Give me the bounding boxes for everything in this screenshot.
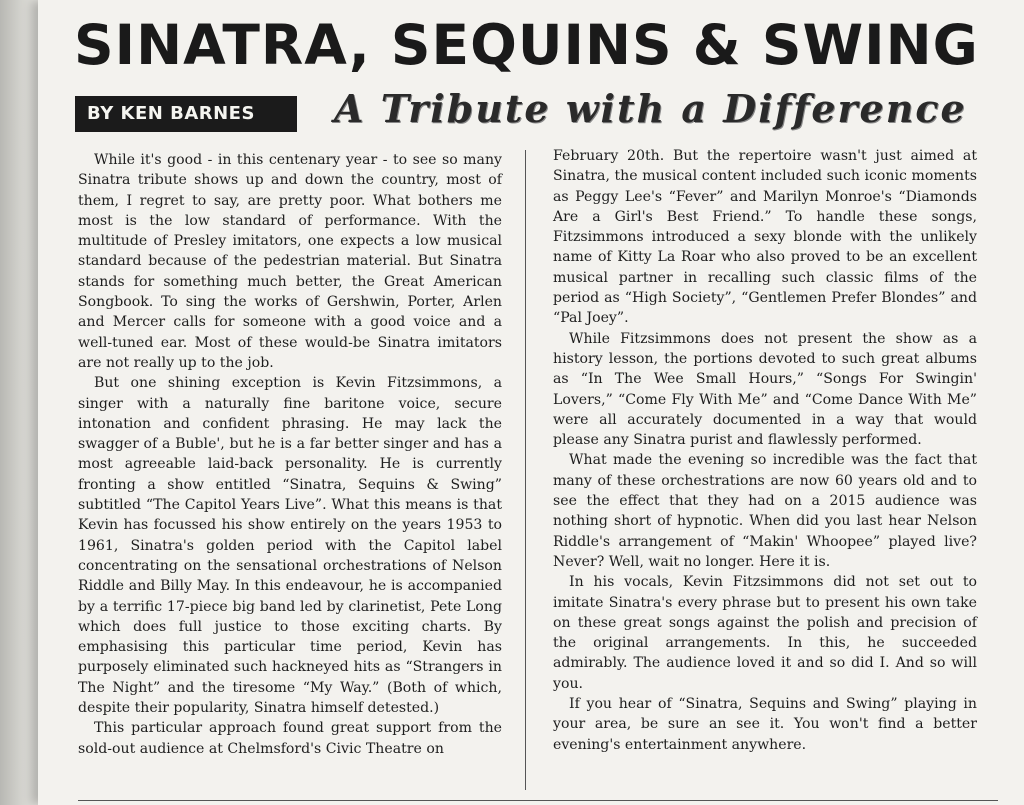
article-subhead: A Tribute with a Difference bbox=[334, 86, 967, 131]
article-headline: SINATRA, SEQUINS & SWING bbox=[74, 13, 979, 77]
byline-badge: BY KEN BARNES bbox=[75, 96, 297, 132]
paragraph: But one shining exception is Kevin Fitzsimmons, a singer with a naturally fine baritone voice, secure intonation and confident phrasing. He may lack the swagger of a Buble', but he is a far better singer and has a most agreeable laid-back personality. He is currently fronting a show entitled “Sinatra, Sequins & Swing” subtitled “The Capitol Years Live”. What this means is that Kevin has focussed his show entirely on the years 1953 to 1961, Sinatra's golden period with the Capitol label concentrating on the sensational orchestrations of Nelson Riddle and Billy May. In this endeavour, he is accompanied by a terrific 17-piece big band led by clarinetist, Pete Long which does full justice to those exciting charts. By emphasising this particular time period, Kevin has purposely eliminated such hackneyed hits as “Strangers in The Night” and the tiresome “My Way.” (Both of which, despite their popularity, Sinatra himself detested.) bbox=[78, 375, 502, 717]
article-column-right bbox=[553, 146, 977, 755]
article-column-left bbox=[78, 150, 502, 759]
page-gutter bbox=[0, 0, 38, 805]
paragraph: What made the evening so incredible was the fact that many of these orchestrations are now 60 years old and to see the effect that they had on a 2015 audience was nothing short of hypnotic. When did you last hear Nelson Riddle's arrangement of “Makin' Whoopee” played live? Never? Well, wait no longer. Here it is. bbox=[553, 452, 977, 570]
magazine-page bbox=[38, 0, 1024, 805]
paragraph: While Fitzsimmons does not present the show as a history lesson, the portions devoted to such great albums as “In The Wee Small Hours,” “Songs For Swingin' Lovers,” “Come Fly With Me” and “Come Dance With Me” were all accurately documented in a way that would please any Sinatra purist and flawlessly performed. bbox=[553, 330, 977, 449]
paragraph: If you hear of “Sinatra, Sequins and Swing” playing in your area, be sure an see it. You won't find a better evening's entertainment anywhere. bbox=[553, 696, 977, 753]
column-divider bbox=[525, 150, 526, 790]
bottom-divider bbox=[78, 800, 998, 801]
paragraph: In his vocals, Kevin Fitzsimmons did not set out to imitate Sinatra's every phrase but to present his own take on these great songs against the polish and precision of the original arrangements. In this, he succeeded admirably. The audience loved it and so did I. And so will you. bbox=[553, 574, 977, 692]
paragraph-continued: February 20th. But the repertoire wasn't just aimed at Sinatra, the musical content included such iconic moments as Peggy Lee's “Fever” and Marilyn Monroe's “Diamonds Are a Girl's Best Friend.” To handle these songs, Fitzsimmons introduced a sexy blonde with the unlikely name of Kitty La Roar who also proved to be an excellent musical partner in recalling such classic films of the period as “High Society”, “Gentlemen Prefer Blondes” and “Pal Joey”. bbox=[553, 148, 977, 327]
paragraph: This particular approach found great support from the sold-out audience at Chelmsford's Civic Theatre on bbox=[78, 720, 502, 757]
paragraph: While it's good - in this centenary year - to see so many Sinatra tribute shows up and down the country, most of them, I regret to say, are pretty poor. What bothers me most is the low standard of performance. With the multitude of Presley imitators, one expects a low musical standard because of the pedestrian material. But Sinatra stands for something much better, the Great American Songbook. To sing the works of Gershwin, Porter, Arlen and Mercer calls for someone with a good voice and a well-tuned ear. Most of these would-be Sinatra imitators are not really up to the job. bbox=[78, 152, 502, 371]
